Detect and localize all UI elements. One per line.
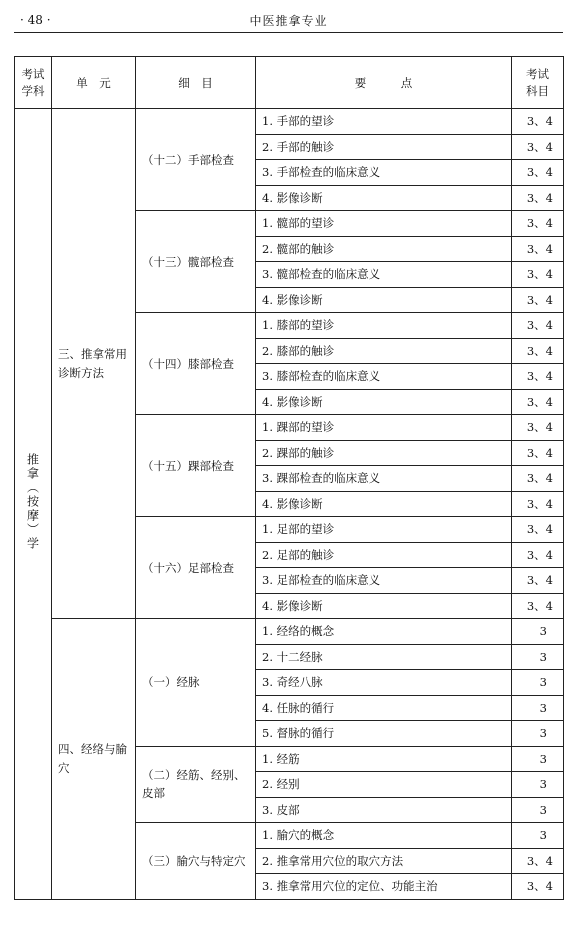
detail-cell: （十二）手部检查 xyxy=(136,109,256,211)
column-header-subject-label: 考试 学科 xyxy=(21,66,45,98)
column-header-unit-label: 单 元 xyxy=(76,75,111,90)
point-cell: 3. 膝部检查的临床意义 xyxy=(256,364,512,390)
detail-cell: （十四）膝部检查 xyxy=(136,313,256,415)
syllabus-table xyxy=(14,56,564,900)
detail-cell: （十六）足部检查 xyxy=(136,517,256,619)
point-cell: 2. 手部的触诊 xyxy=(256,134,512,160)
detail-cell: （一）经脉 xyxy=(136,619,256,747)
point-cell: 3. 手部检查的临床意义 xyxy=(256,160,512,186)
table-body xyxy=(15,109,564,900)
level-cell: 3、4 xyxy=(512,185,564,211)
table-row xyxy=(15,109,564,135)
point-cell: 2. 经别 xyxy=(256,772,512,798)
detail-cell: （二）经筋、经别、皮部 xyxy=(136,746,256,823)
point-cell: 2. 足部的触诊 xyxy=(256,542,512,568)
point-cell: 4. 影像诊断 xyxy=(256,185,512,211)
page-header xyxy=(14,8,563,32)
level-cell: 3、4 xyxy=(512,389,564,415)
level-cell: 3、4 xyxy=(512,517,564,543)
column-header-detail xyxy=(136,57,256,109)
point-cell: 2. 推拿常用穴位的取穴方法 xyxy=(256,848,512,874)
level-cell: 3、4 xyxy=(512,874,564,900)
point-cell: 2. 膝部的触诊 xyxy=(256,338,512,364)
table-header-row xyxy=(15,57,564,109)
point-cell: 4. 任脉的循行 xyxy=(256,695,512,721)
table-row xyxy=(15,619,564,645)
point-cell: 1. 膝部的望诊 xyxy=(256,313,512,339)
column-header-point xyxy=(256,57,512,109)
level-cell: 3、4 xyxy=(512,491,564,517)
level-cell: 3、4 xyxy=(512,542,564,568)
level-cell: 3、4 xyxy=(512,134,564,160)
level-cell: 3、4 xyxy=(512,236,564,262)
point-cell: 1. 手部的望诊 xyxy=(256,109,512,135)
level-cell: 3 xyxy=(512,746,564,772)
point-cell: 3. 奇经八脉 xyxy=(256,670,512,696)
level-cell: 3、4 xyxy=(512,338,564,364)
point-cell: 1. 髋部的望诊 xyxy=(256,211,512,237)
subject-cell xyxy=(15,109,52,900)
level-cell: 3 xyxy=(512,695,564,721)
header-rule xyxy=(14,32,563,33)
detail-cell: （十五）踝部检查 xyxy=(136,415,256,517)
column-header-level-label: 考试 科目 xyxy=(526,66,549,98)
page-number: · 48 · xyxy=(20,13,51,27)
level-cell: 3 xyxy=(512,721,564,747)
unit-cell: 四、经络与腧穴 xyxy=(52,619,136,900)
point-cell: 4. 影像诊断 xyxy=(256,491,512,517)
level-cell: 3、4 xyxy=(512,287,564,313)
point-cell: 1. 经络的概念 xyxy=(256,619,512,645)
point-cell: 3. 髋部检查的临床意义 xyxy=(256,262,512,288)
point-cell: 1. 腧穴的概念 xyxy=(256,823,512,849)
level-cell: 3 xyxy=(512,644,564,670)
level-cell: 3、4 xyxy=(512,415,564,441)
subject-label: 推拿（按摩）学 xyxy=(25,453,40,552)
level-cell: 3、4 xyxy=(512,440,564,466)
level-cell: 3、4 xyxy=(512,568,564,594)
level-cell: 3、4 xyxy=(512,211,564,237)
level-cell: 3、4 xyxy=(512,313,564,339)
level-cell: 3、4 xyxy=(512,848,564,874)
level-cell: 3 xyxy=(512,619,564,645)
column-header-detail-label: 细 目 xyxy=(178,75,213,90)
point-cell: 4. 影像诊断 xyxy=(256,287,512,313)
level-cell: 3 xyxy=(512,670,564,696)
point-cell: 1. 经筋 xyxy=(256,746,512,772)
point-cell: 4. 影像诊断 xyxy=(256,389,512,415)
detail-cell: （十三）髋部检查 xyxy=(136,211,256,313)
point-cell: 3. 皮部 xyxy=(256,797,512,823)
level-cell: 3 xyxy=(512,823,564,849)
point-cell: 2. 髋部的触诊 xyxy=(256,236,512,262)
level-cell: 3、4 xyxy=(512,109,564,135)
point-cell: 1. 足部的望诊 xyxy=(256,517,512,543)
point-cell: 5. 督脉的循行 xyxy=(256,721,512,747)
detail-cell: （三）腧穴与特定穴 xyxy=(136,823,256,900)
point-cell: 3. 踝部检查的临床意义 xyxy=(256,466,512,492)
level-cell: 3、4 xyxy=(512,466,564,492)
level-cell: 3、4 xyxy=(512,262,564,288)
point-cell: 1. 踝部的望诊 xyxy=(256,415,512,441)
level-cell: 3、4 xyxy=(512,364,564,390)
column-header-point-label: 要 点 xyxy=(354,75,413,90)
point-cell: 3. 足部检查的临床意义 xyxy=(256,568,512,594)
point-cell: 2. 十二经脉 xyxy=(256,644,512,670)
point-cell: 3. 推拿常用穴位的定位、功能主治 xyxy=(256,874,512,900)
level-cell: 3 xyxy=(512,772,564,798)
column-header-subject xyxy=(15,57,52,109)
level-cell: 3 xyxy=(512,797,564,823)
point-cell: 4. 影像诊断 xyxy=(256,593,512,619)
book-title: 中医推拿专业 xyxy=(249,14,328,28)
point-cell: 2. 踝部的触诊 xyxy=(256,440,512,466)
column-header-unit xyxy=(52,57,136,109)
level-cell: 3、4 xyxy=(512,160,564,186)
column-header-level xyxy=(512,57,564,109)
unit-cell: 三、推拿常用诊断方法 xyxy=(52,109,136,619)
level-cell: 3、4 xyxy=(512,593,564,619)
